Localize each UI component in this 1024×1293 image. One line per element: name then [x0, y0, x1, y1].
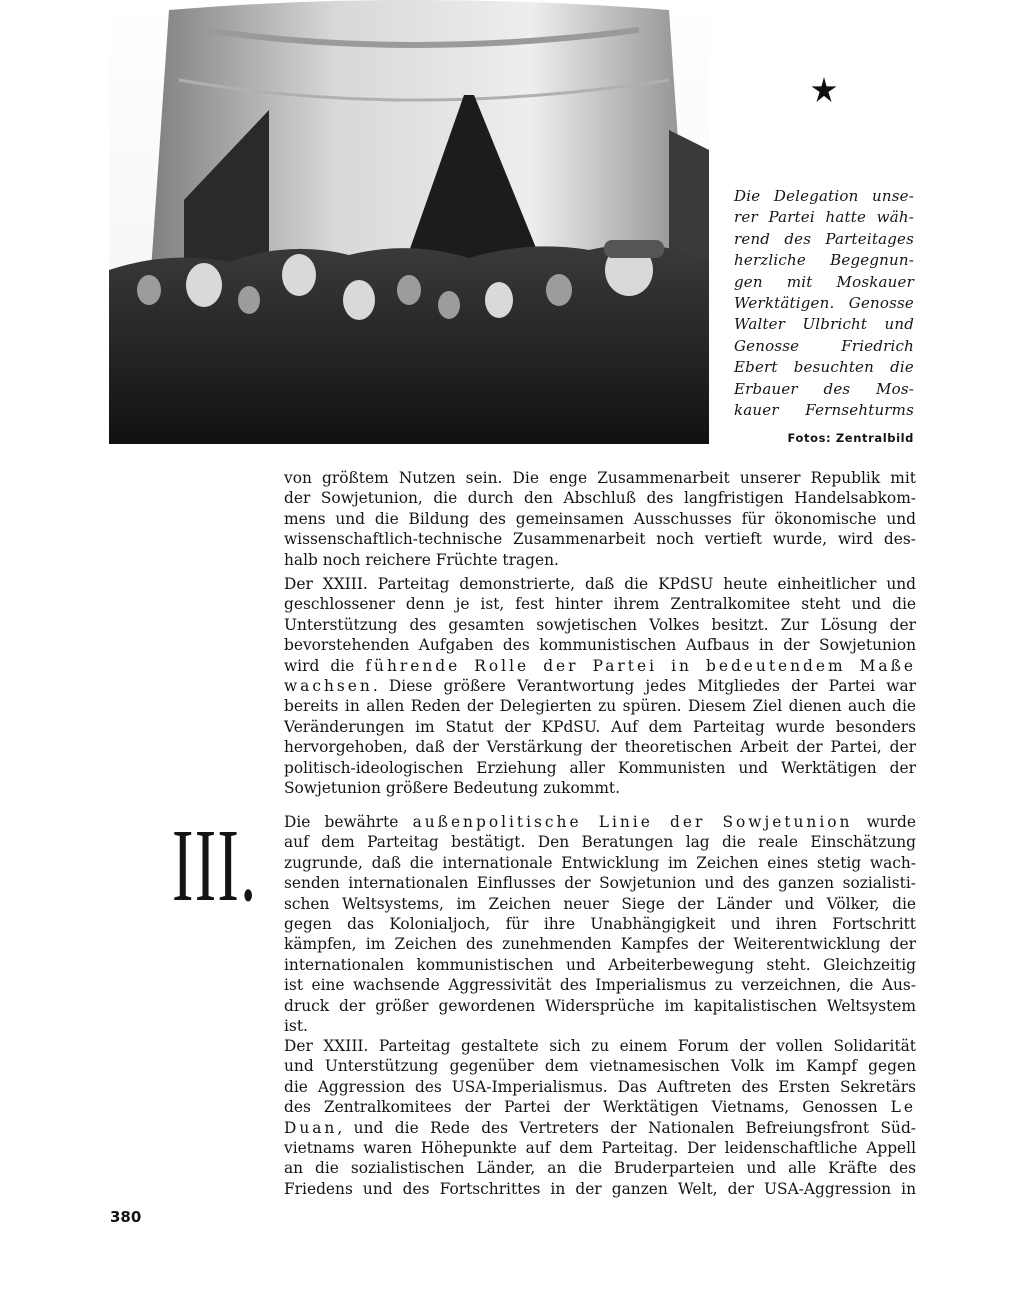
text-line: an die sozialistischen Länder, an die Bruderparteien und alle Kräfte des	[284, 1159, 916, 1178]
caption-line: rer Partei hatte wäh-	[734, 208, 914, 227]
text-line	[284, 1097, 916, 1117]
caption-line: Ebert besuchten die	[734, 358, 914, 377]
paragraph-3	[284, 812, 916, 1036]
photo-image	[109, 0, 709, 444]
text-line: zugrunde, daß die internationale Entwicklung im Zeichen eines stetig wach-	[284, 853, 916, 872]
caption-line: Werktätigen. Genosse	[734, 294, 914, 313]
caption-line: kauer Fernsehturms	[734, 401, 914, 420]
text-line: internationalen kommunistischen und Arbeiterbewegung steht. Gleichzeitig	[284, 955, 916, 974]
text-line: Veränderungen im Statut der KPdSU. Auf dem Parteitag wurde besonders	[284, 717, 916, 736]
photo-credit: Fotos: Zentralbild	[787, 431, 914, 445]
text-line: kämpfen, im Zeichen des zunehmenden Kampfes der Weiterentwicklung der	[284, 935, 916, 954]
emphasis-spaced: Le	[890, 1098, 916, 1117]
emphasis-spaced: wachsen	[284, 677, 373, 696]
text-line	[284, 656, 916, 676]
text-line: ist.	[284, 1017, 308, 1036]
text-run: wurde	[852, 813, 916, 831]
text-run: des Zentralkomitees der Partei der Werktätigen Vietnams, Genossen	[284, 1098, 891, 1117]
emphasis-spaced: außenpolitische Linie der Sowjetunion	[412, 813, 853, 831]
caption-line: Erbauer des Mos-	[734, 379, 914, 398]
text-line: die Aggression des USA-Imperialismus. Das Auftreten des Ersten Sekretärs	[284, 1077, 916, 1096]
caption-line: Walter Ulbricht und	[734, 315, 914, 334]
caption-line: Die Delegation unse-	[734, 187, 914, 205]
text-line: der Sowjetunion, die durch den Abschluß des langfristigen Handelsabkom-	[284, 489, 916, 508]
text-line	[284, 676, 916, 696]
text-line: geschlossener denn je ist, fest hinter ihrem Zentralkomitee steht und die	[284, 595, 916, 614]
text-line: gegen das Kolonialjoch, für ihre Unabhängigkeit und ihren Fortschritt	[284, 915, 916, 934]
text-line: und Unterstützung gegenüber dem vietnamesischen Volk im Kampf gegen	[284, 1057, 916, 1076]
text-line: bereits in allen Reden der Delegierten zu spüren. Diesem Ziel dienen auch die	[284, 697, 916, 716]
text-line: auf dem Parteitag bestätigt. Den Beratungen lag die reale Einschätzung	[284, 833, 916, 852]
emphasis-spaced: Duan	[284, 1118, 338, 1137]
text-line: senden internationalen Einflusses der Sowjetunion und des ganzen sozialisti-	[284, 874, 916, 893]
caption-line: herzliche Begegnun-	[734, 251, 914, 270]
text-line: ist eine wachsende Aggressivität des Imperialismus zu verzeichnen, die Aus-	[284, 976, 916, 995]
photo-caption	[734, 186, 914, 421]
text-line: vietnams waren Höhepunkte auf dem Parteitag. Der leidenschaftliche Appell	[284, 1139, 916, 1158]
photo-moscow-tv-tower-workers	[109, 0, 709, 444]
caption-line: rend des Parteitages	[734, 229, 914, 248]
page-number: 380	[110, 1208, 142, 1226]
text-line: schen Weltsystems, im Zeichen neuer Siege der Länder und Völker, die	[284, 894, 916, 913]
text-line: druck der größer gewordenen Widersprüche im kapitalistischen Weltsystem	[284, 996, 916, 1015]
text-run: Die bewährte	[284, 813, 413, 831]
emphasis-spaced: führende Rolle der Partei in bedeutendem Maße	[365, 656, 916, 675]
section-numeral: III.	[172, 808, 258, 923]
text-line: Friedens und des Fortschrittes in der ganzen Welt, der USA-Aggression in	[284, 1179, 916, 1198]
text-run: . Diese größere Verantwortung jedes Mitgliedes der Partei war	[372, 677, 916, 696]
star-icon	[810, 76, 838, 104]
text-line: politisch-ideologischen Erziehung aller Kommunisten und Werktätigen der	[284, 758, 916, 777]
paragraph-2	[284, 574, 916, 798]
text-line: Der XXIII. Parteitag gestaltete sich zu einem Forum der vollen Solidarität	[284, 1037, 916, 1055]
text-line: wissenschaftlich-technische Zusammenarbeit noch vertieft wurde, wird des-	[284, 530, 916, 549]
paragraph-1	[284, 468, 916, 570]
text-line: Sowjetunion größere Bedeutung zukommt.	[284, 779, 621, 798]
text-run: , und die Rede des Vertreters der Nationalen Befreiungsfront Süd-	[337, 1118, 916, 1137]
text-line: halb noch reichere Früchte tragen.	[284, 550, 559, 569]
caption-line: gen mit Moskauer	[734, 272, 914, 291]
text-run: wird die	[284, 656, 366, 675]
text-line: Der XXIII. Parteitag demonstrierte, daß die KPdSU heute einheitlicher und	[284, 575, 916, 593]
text-line: bevorstehenden Aufgaben des kommunistischen Aufbaus in der Sowjetunion	[284, 636, 916, 655]
text-line: mens und die Bildung des gemeinsamen Ausschusses für ökonomische und	[284, 509, 916, 528]
text-line	[284, 1118, 916, 1138]
caption-line: Genosse Friedrich	[734, 336, 914, 355]
paragraph-4	[284, 1036, 916, 1199]
text-line: von größtem Nutzen sein. Die enge Zusammenarbeit unserer Republik mit	[284, 469, 916, 487]
text-line	[284, 812, 916, 832]
text-line: hervorgehoben, daß der Verstärkung der theoretischen Arbeit der Partei, der	[284, 738, 916, 757]
text-line: Unterstützung des gesamten sowjetischen Volkes besitzt. Zur Lösung der	[284, 615, 916, 634]
